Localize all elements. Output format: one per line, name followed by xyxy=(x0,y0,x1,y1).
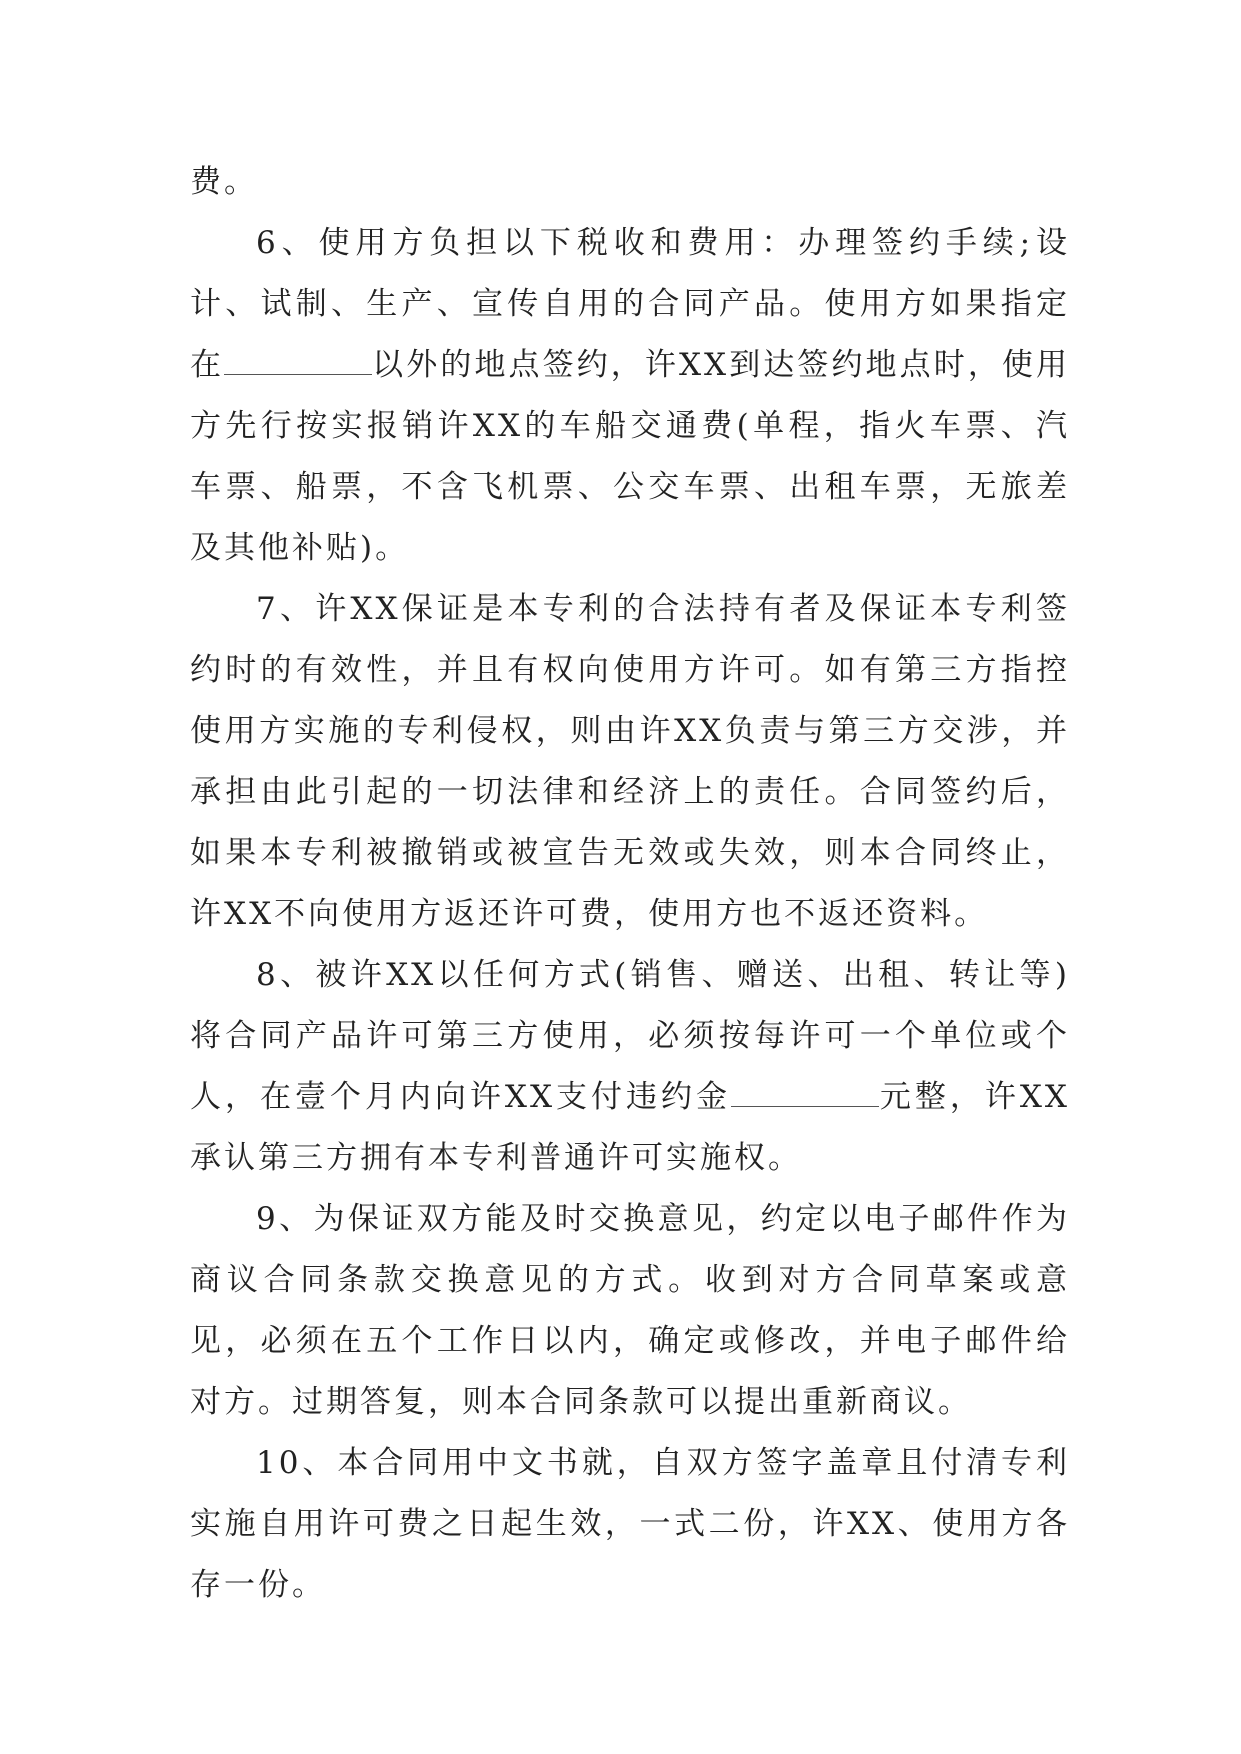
blank-amount-field xyxy=(731,1076,879,1107)
clause-text: 7、许XX保证是本专利的合法持有者及保证本专利签约时的有效性，并且有权向使用方许可。如有第三方指控使用方实施的专利侵权，则由许XX负责与第三方交涉，并承担由此引起的一切法律和经济上的责任。合同签约后，如果本专利被撤销或被宣告无效或失效，则本合同终止，许XX不向使用方返还许可费，使用方也不返还资料。 xyxy=(190,591,1070,932)
clause-text: 元整，许XX承认第三方拥有本专利普通许可实施权。 xyxy=(190,1079,1071,1176)
clause-text: 以外的地点签约，许XX到达签约地点时，使用方先行按实报销许XX的车船交通费(单程，指火车票、汽车票、船票，不含飞机票、公交车票、出租车票，无旅差及其他补贴)。 xyxy=(190,347,1071,566)
clause-7 xyxy=(190,579,1070,945)
clause-10 xyxy=(190,1433,1070,1616)
clause-text: 6、使用方负担以下税收和费用：办理签约手续;设计、试制、生产、宣传自用的合同产品。使用方如果指定在 xyxy=(190,225,1070,383)
paragraph-continuation xyxy=(190,152,1070,213)
clause-6 xyxy=(190,213,1070,579)
clause-text: 8、被许XX以任何方式(销售、赠送、出租、转让等)将合同产品许可第三方使用，必须按每许可一个单位或个人，在壹个月内向许XX支付违约金 xyxy=(190,957,1070,1115)
clause-9 xyxy=(190,1189,1070,1433)
clause-text: 10、本合同用中文书就，自双方签字盖章且付清专利实施自用许可费之日起生效，一式二份，许XX、使用方各存一份。 xyxy=(190,1445,1070,1603)
clause-text: 9、为保证双方能及时交换意见，约定以电子邮件作为商议合同条款交换意见的方式。收到对方合同草案或意见，必须在五个工作日以内，确定或修改，并电子邮件给对方。过期答复，则本合同条款可以提出重新商议。 xyxy=(190,1201,1070,1420)
clause-8 xyxy=(190,945,1070,1189)
paragraph-text: 费。 xyxy=(190,164,258,200)
blank-location-field xyxy=(224,344,372,375)
document-body xyxy=(190,152,1070,1616)
